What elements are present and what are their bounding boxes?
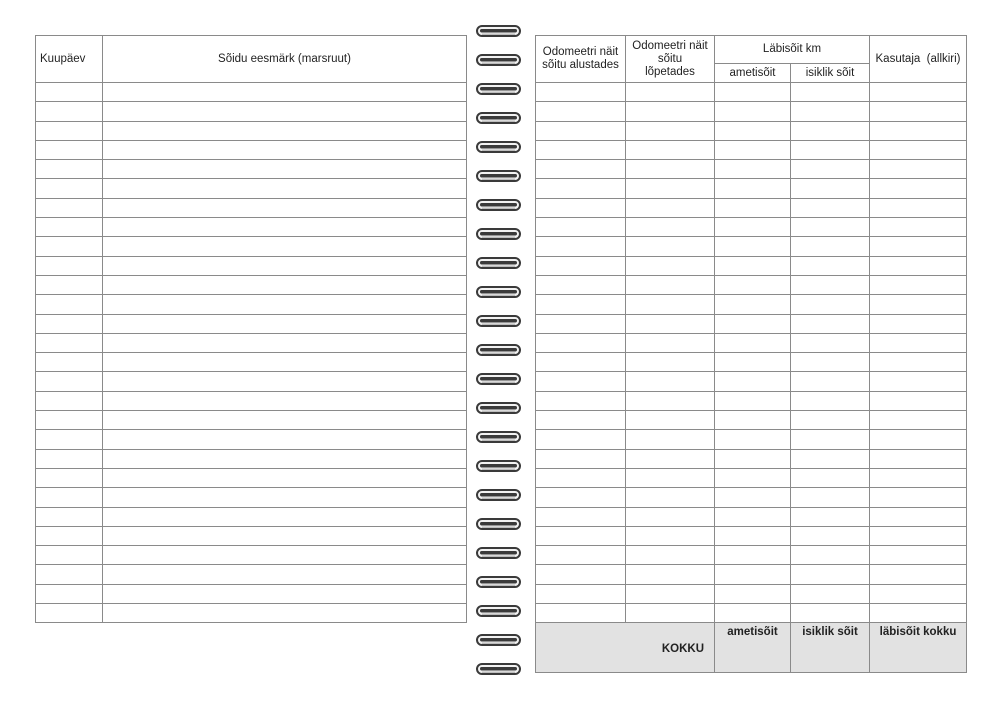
odo-end-cell[interactable]	[626, 237, 715, 256]
odo-end-cell[interactable]	[626, 546, 715, 565]
odo-start-cell[interactable]	[536, 295, 626, 314]
private-cell[interactable]	[791, 526, 870, 545]
user-cell[interactable]	[870, 237, 967, 256]
odo-end-cell[interactable]	[626, 488, 715, 507]
private-cell[interactable]	[791, 179, 870, 198]
user-cell[interactable]	[870, 353, 967, 372]
private-cell[interactable]	[791, 102, 870, 121]
purpose-cell[interactable]	[103, 198, 467, 217]
binding-ring	[476, 111, 522, 125]
private-cell[interactable]	[791, 488, 870, 507]
odo-end-cell[interactable]	[626, 507, 715, 526]
binding-ring	[476, 517, 522, 531]
odo-end-cell[interactable]	[626, 372, 715, 391]
odo-start-cell[interactable]	[536, 604, 626, 623]
private-cell[interactable]	[791, 198, 870, 217]
left-log-row	[36, 488, 467, 507]
odo-start-cell[interactable]	[536, 391, 626, 410]
date-cell[interactable]	[36, 83, 103, 102]
right-log-row	[536, 121, 967, 140]
odo-start-cell[interactable]	[536, 565, 626, 584]
header-odo-end: Odomeetri näit sõitu lõpetades	[626, 36, 715, 83]
odo-end-cell[interactable]	[626, 430, 715, 449]
date-cell[interactable]	[36, 604, 103, 623]
odo-start-cell[interactable]	[536, 83, 626, 102]
purpose-cell[interactable]	[103, 507, 467, 526]
right-log-row	[536, 411, 967, 430]
private-cell[interactable]	[791, 604, 870, 623]
user-cell[interactable]	[870, 121, 967, 140]
user-cell[interactable]	[870, 526, 967, 545]
header-distance: Läbisõit km	[715, 36, 870, 64]
private-cell[interactable]	[791, 314, 870, 333]
user-cell[interactable]	[870, 333, 967, 352]
user-cell[interactable]	[870, 218, 967, 237]
purpose-cell[interactable]	[103, 584, 467, 603]
odo-end-cell[interactable]	[626, 256, 715, 275]
user-cell[interactable]	[870, 256, 967, 275]
totals-business: ametisõit	[715, 623, 791, 673]
purpose-cell[interactable]	[103, 275, 467, 294]
business-cell[interactable]	[715, 449, 791, 468]
private-cell[interactable]	[791, 83, 870, 102]
left-log-row	[36, 83, 467, 102]
binding-ring	[476, 227, 522, 241]
odo-end-cell[interactable]	[626, 140, 715, 159]
binding-ring	[476, 53, 522, 67]
business-cell[interactable]	[715, 507, 791, 526]
odo-end-cell[interactable]	[626, 526, 715, 545]
odo-start-cell[interactable]	[536, 275, 626, 294]
odo-end-cell[interactable]	[626, 179, 715, 198]
user-cell[interactable]	[870, 604, 967, 623]
odo-start-cell[interactable]	[536, 314, 626, 333]
left-log-row	[36, 256, 467, 275]
right-log-table	[535, 35, 967, 673]
totals-total: läbisõit kokku	[870, 623, 967, 673]
left-log-row	[36, 314, 467, 333]
right-log-row	[536, 353, 967, 372]
purpose-cell[interactable]	[103, 121, 467, 140]
binding-ring	[476, 546, 522, 560]
odo-end-cell[interactable]	[626, 295, 715, 314]
date-cell[interactable]	[36, 140, 103, 159]
odo-start-cell[interactable]	[536, 198, 626, 217]
user-cell[interactable]	[870, 565, 967, 584]
left-log-row	[36, 411, 467, 430]
date-cell[interactable]	[36, 430, 103, 449]
private-cell[interactable]	[791, 275, 870, 294]
left-log-row	[36, 546, 467, 565]
date-cell[interactable]	[36, 121, 103, 140]
odo-start-cell[interactable]	[536, 372, 626, 391]
user-cell[interactable]	[870, 546, 967, 565]
odo-start-cell[interactable]	[536, 488, 626, 507]
date-cell[interactable]	[36, 468, 103, 487]
right-log-row	[536, 83, 967, 102]
user-cell[interactable]	[870, 275, 967, 294]
private-cell[interactable]	[791, 218, 870, 237]
odo-start-cell[interactable]	[536, 526, 626, 545]
header-purpose: Sõidu eesmärk (marsruut)	[103, 36, 467, 83]
left-log-row	[36, 372, 467, 391]
user-cell[interactable]	[870, 468, 967, 487]
odo-end-cell[interactable]	[626, 275, 715, 294]
binding-ring	[476, 633, 522, 647]
odo-end-cell[interactable]	[626, 449, 715, 468]
odo-start-cell[interactable]	[536, 353, 626, 372]
left-log-row	[36, 160, 467, 179]
binding-ring	[476, 82, 522, 96]
date-cell[interactable]	[36, 275, 103, 294]
purpose-cell[interactable]	[103, 411, 467, 430]
right-log-row	[536, 430, 967, 449]
purpose-cell[interactable]	[103, 140, 467, 159]
business-cell[interactable]	[715, 468, 791, 487]
purpose-cell[interactable]	[103, 565, 467, 584]
business-cell[interactable]	[715, 121, 791, 140]
private-cell[interactable]	[791, 546, 870, 565]
business-cell[interactable]	[715, 314, 791, 333]
business-cell[interactable]	[715, 160, 791, 179]
private-cell[interactable]	[791, 256, 870, 275]
odo-end-cell[interactable]	[626, 83, 715, 102]
odo-start-cell[interactable]	[536, 102, 626, 121]
purpose-cell[interactable]	[103, 179, 467, 198]
private-cell[interactable]	[791, 507, 870, 526]
binding-ring	[476, 575, 522, 589]
right-log-row	[536, 140, 967, 159]
private-cell[interactable]	[791, 372, 870, 391]
odo-start-cell[interactable]	[536, 333, 626, 352]
user-cell[interactable]	[870, 449, 967, 468]
private-cell[interactable]	[791, 391, 870, 410]
left-log-row	[36, 179, 467, 198]
right-log-row	[536, 488, 967, 507]
business-cell[interactable]	[715, 565, 791, 584]
business-cell[interactable]	[715, 218, 791, 237]
private-cell[interactable]	[791, 160, 870, 179]
user-cell[interactable]	[870, 140, 967, 159]
odo-start-cell[interactable]	[536, 140, 626, 159]
date-cell[interactable]	[36, 488, 103, 507]
binding-ring	[476, 604, 522, 618]
left-log-row	[36, 333, 467, 352]
totals-row	[536, 623, 967, 673]
user-cell[interactable]	[870, 314, 967, 333]
purpose-cell[interactable]	[103, 218, 467, 237]
date-cell[interactable]	[36, 507, 103, 526]
date-cell[interactable]	[36, 584, 103, 603]
user-cell[interactable]	[870, 584, 967, 603]
business-cell[interactable]	[715, 179, 791, 198]
purpose-cell[interactable]	[103, 353, 467, 372]
purpose-cell[interactable]	[103, 333, 467, 352]
purpose-cell[interactable]	[103, 468, 467, 487]
purpose-cell[interactable]	[103, 526, 467, 545]
private-cell[interactable]	[791, 584, 870, 603]
binding-ring	[476, 459, 522, 473]
odo-start-cell[interactable]	[536, 411, 626, 430]
right-log-row	[536, 468, 967, 487]
right-log-row	[536, 314, 967, 333]
binding-ring	[476, 314, 522, 328]
odo-end-cell[interactable]	[626, 333, 715, 352]
right-log-row	[536, 102, 967, 121]
right-log-row	[536, 295, 967, 314]
user-cell[interactable]	[870, 83, 967, 102]
odo-end-cell[interactable]	[626, 391, 715, 410]
totals-private: isiklik sõit	[791, 623, 870, 673]
private-cell[interactable]	[791, 430, 870, 449]
odo-start-cell[interactable]	[536, 237, 626, 256]
left-log-row	[36, 507, 467, 526]
date-cell[interactable]	[36, 237, 103, 256]
header-private: isiklik sõit	[791, 64, 870, 83]
header-user: Kasutaja (allkiri)	[870, 36, 967, 83]
right-log-row	[536, 372, 967, 391]
private-cell[interactable]	[791, 121, 870, 140]
right-log-row	[536, 333, 967, 352]
business-cell[interactable]	[715, 237, 791, 256]
purpose-cell[interactable]	[103, 604, 467, 623]
odo-end-cell[interactable]	[626, 353, 715, 372]
purpose-cell[interactable]	[103, 256, 467, 275]
private-cell[interactable]	[791, 565, 870, 584]
date-cell[interactable]	[36, 526, 103, 545]
right-log-row	[536, 604, 967, 623]
business-cell[interactable]	[715, 546, 791, 565]
right-log-row	[536, 507, 967, 526]
business-cell[interactable]	[715, 102, 791, 121]
totals-label: KOKKU	[536, 623, 715, 673]
date-cell[interactable]	[36, 102, 103, 121]
private-cell[interactable]	[791, 295, 870, 314]
date-cell[interactable]	[36, 198, 103, 217]
left-log-row	[36, 584, 467, 603]
spiral-binding	[470, 18, 530, 698]
business-cell[interactable]	[715, 275, 791, 294]
left-log-row	[36, 237, 467, 256]
date-cell[interactable]	[36, 295, 103, 314]
purpose-cell[interactable]	[103, 488, 467, 507]
right-log-row	[536, 584, 967, 603]
business-cell[interactable]	[715, 391, 791, 410]
right-log-row	[536, 449, 967, 468]
private-cell[interactable]	[791, 411, 870, 430]
right-log-row	[536, 565, 967, 584]
odo-end-cell[interactable]	[626, 604, 715, 623]
binding-ring	[476, 256, 522, 270]
odo-end-cell[interactable]	[626, 411, 715, 430]
user-cell[interactable]	[870, 198, 967, 217]
business-cell[interactable]	[715, 353, 791, 372]
user-cell[interactable]	[870, 430, 967, 449]
odo-end-cell[interactable]	[626, 314, 715, 333]
odo-end-cell[interactable]	[626, 198, 715, 217]
business-cell[interactable]	[715, 411, 791, 430]
header-odo-start: Odomeetri näit sõitu alustades	[536, 36, 626, 83]
odo-start-cell[interactable]	[536, 584, 626, 603]
user-cell[interactable]	[870, 295, 967, 314]
right-log-row	[536, 526, 967, 545]
odo-start-cell[interactable]	[536, 160, 626, 179]
right-log-row	[536, 275, 967, 294]
user-cell[interactable]	[870, 372, 967, 391]
date-cell[interactable]	[36, 333, 103, 352]
date-cell[interactable]	[36, 565, 103, 584]
right-log-row	[536, 218, 967, 237]
left-log-table	[35, 35, 467, 623]
user-cell[interactable]	[870, 179, 967, 198]
binding-ring	[476, 24, 522, 38]
purpose-cell[interactable]	[103, 372, 467, 391]
purpose-cell[interactable]	[103, 295, 467, 314]
left-log-row	[36, 295, 467, 314]
business-cell[interactable]	[715, 526, 791, 545]
binding-ring	[476, 140, 522, 154]
purpose-cell[interactable]	[103, 391, 467, 410]
purpose-cell[interactable]	[103, 102, 467, 121]
binding-ring	[476, 343, 522, 357]
left-log-row	[36, 565, 467, 584]
business-cell[interactable]	[715, 430, 791, 449]
date-cell[interactable]	[36, 449, 103, 468]
date-cell[interactable]	[36, 546, 103, 565]
business-cell[interactable]	[715, 83, 791, 102]
left-log-row	[36, 449, 467, 468]
left-log-row	[36, 391, 467, 410]
right-log-row	[536, 179, 967, 198]
odo-end-cell[interactable]	[626, 565, 715, 584]
right-log-row	[536, 391, 967, 410]
user-cell[interactable]	[870, 411, 967, 430]
odo-end-cell[interactable]	[626, 218, 715, 237]
odo-end-cell[interactable]	[626, 584, 715, 603]
date-cell[interactable]	[36, 160, 103, 179]
right-log-row	[536, 256, 967, 275]
odo-start-cell[interactable]	[536, 468, 626, 487]
odo-start-cell[interactable]	[536, 121, 626, 140]
odo-start-cell[interactable]	[536, 218, 626, 237]
purpose-cell[interactable]	[103, 449, 467, 468]
business-cell[interactable]	[715, 256, 791, 275]
user-cell[interactable]	[870, 488, 967, 507]
business-cell[interactable]	[715, 198, 791, 217]
left-log-row	[36, 198, 467, 217]
odo-start-cell[interactable]	[536, 449, 626, 468]
left-log-row	[36, 121, 467, 140]
odo-end-cell[interactable]	[626, 121, 715, 140]
left-log-row	[36, 430, 467, 449]
business-cell[interactable]	[715, 333, 791, 352]
purpose-cell[interactable]	[103, 546, 467, 565]
binding-ring	[476, 662, 522, 676]
date-cell[interactable]	[36, 314, 103, 333]
private-cell[interactable]	[791, 333, 870, 352]
left-log-row	[36, 102, 467, 121]
date-cell[interactable]	[36, 353, 103, 372]
odo-end-cell[interactable]	[626, 468, 715, 487]
date-cell[interactable]	[36, 372, 103, 391]
binding-ring	[476, 488, 522, 502]
user-cell[interactable]	[870, 160, 967, 179]
odo-start-cell[interactable]	[536, 179, 626, 198]
header-business: ametisõit	[715, 64, 791, 83]
odo-start-cell[interactable]	[536, 430, 626, 449]
purpose-cell[interactable]	[103, 160, 467, 179]
date-cell[interactable]	[36, 256, 103, 275]
private-cell[interactable]	[791, 468, 870, 487]
private-cell[interactable]	[791, 237, 870, 256]
left-log-row	[36, 218, 467, 237]
business-cell[interactable]	[715, 488, 791, 507]
user-cell[interactable]	[870, 391, 967, 410]
date-cell[interactable]	[36, 218, 103, 237]
binding-ring	[476, 285, 522, 299]
binding-ring	[476, 372, 522, 386]
odo-end-cell[interactable]	[626, 160, 715, 179]
right-log-row	[536, 198, 967, 217]
left-log-row	[36, 468, 467, 487]
private-cell[interactable]	[791, 353, 870, 372]
odo-start-cell[interactable]	[536, 256, 626, 275]
date-cell[interactable]	[36, 411, 103, 430]
user-cell[interactable]	[870, 507, 967, 526]
binding-ring	[476, 198, 522, 212]
purpose-cell[interactable]	[103, 430, 467, 449]
left-log-row	[36, 275, 467, 294]
odo-end-cell[interactable]	[626, 102, 715, 121]
left-log-row	[36, 604, 467, 623]
right-log-row	[536, 546, 967, 565]
private-cell[interactable]	[791, 140, 870, 159]
date-cell[interactable]	[36, 179, 103, 198]
left-log-row	[36, 353, 467, 372]
odo-start-cell[interactable]	[536, 546, 626, 565]
business-cell[interactable]	[715, 140, 791, 159]
business-cell[interactable]	[715, 584, 791, 603]
binding-ring	[476, 169, 522, 183]
private-cell[interactable]	[791, 449, 870, 468]
business-cell[interactable]	[715, 295, 791, 314]
binding-ring	[476, 430, 522, 444]
user-cell[interactable]	[870, 102, 967, 121]
purpose-cell[interactable]	[103, 83, 467, 102]
right-log-row	[536, 160, 967, 179]
business-cell[interactable]	[715, 604, 791, 623]
business-cell[interactable]	[715, 372, 791, 391]
date-cell[interactable]	[36, 391, 103, 410]
purpose-cell[interactable]	[103, 314, 467, 333]
purpose-cell[interactable]	[103, 237, 467, 256]
right-log-row	[536, 237, 967, 256]
left-log-row	[36, 526, 467, 545]
left-log-row	[36, 140, 467, 159]
binding-ring	[476, 401, 522, 415]
header-date: Kuupäev	[36, 36, 103, 83]
odo-start-cell[interactable]	[536, 507, 626, 526]
